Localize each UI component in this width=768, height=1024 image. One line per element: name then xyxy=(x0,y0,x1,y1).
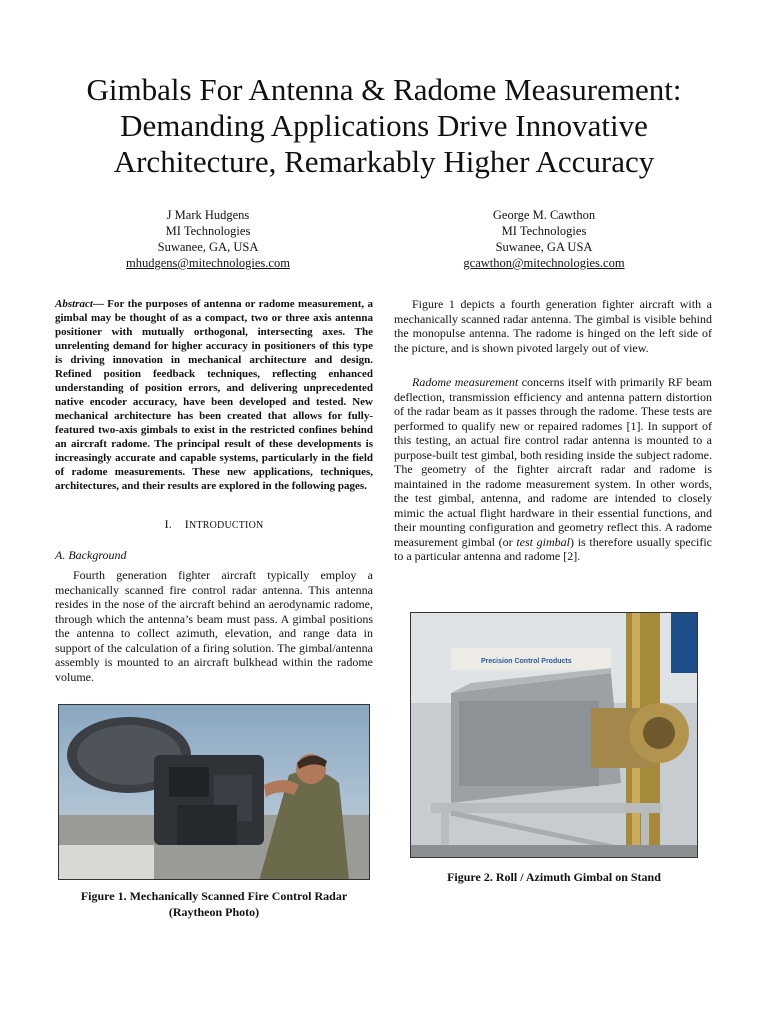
figure-2-caption: Figure 2. Roll / Azimuth Gimbal on Stand xyxy=(447,870,661,884)
italic-term: Radome measurement xyxy=(412,375,519,389)
section-first-letter: I xyxy=(184,517,189,531)
author-block-2 xyxy=(424,207,664,271)
author-org: MI Technologies xyxy=(165,224,251,238)
paragraph-text: concerns itself with primarily RF beam deflection, transmission efficiency and antenna pattern distortion of the radar beam as it passes through the radome. These tests are performed to qualify new or repaired radomes [1]. In support of this testing, an actual fire control radar antenna is mounted to a purpose-built test gimbal, both residing inside the subject radome. The geometry of the fighter aircraft radar and radome is maintained in the radome measurement system. In other words, the test gimbal, antenna, and radome are intended to closely mimic the actual flight hardware in their essential functions, and their mounting configuration and geometry reflect this. A radome measurement gimbal (or xyxy=(394,375,712,549)
right-column xyxy=(394,297,712,564)
figure-1-caption xyxy=(58,888,370,920)
box-label: Precision Control Products xyxy=(481,658,572,665)
author-block-1 xyxy=(88,207,328,271)
author-name: George M. Cawthon xyxy=(492,208,596,222)
caption-line: (Raytheon Photo) xyxy=(168,905,260,919)
paragraph-text: ) is therefore usually specific to a particular antenna and radome [2]. xyxy=(394,534,713,563)
figure-2-photo xyxy=(410,612,698,858)
subsection-heading-background: A. Background xyxy=(55,547,127,562)
abstract-label: Abstract xyxy=(55,298,93,310)
author-location: Suwanee, GA, USA xyxy=(157,240,259,254)
abstract xyxy=(55,297,373,493)
abstract-dash: — xyxy=(92,298,104,310)
section-heading-introduction xyxy=(55,517,373,534)
author-email[interactable]: mhudgens@mitechnologies.com xyxy=(126,256,290,270)
paper-title: Gimbals For Antenna & Radome Measurement: Demanding Applications Drive Innovative Architecture, Remarkably Higher Accuracy xyxy=(86,72,682,179)
gimbal-on-stand-illustration xyxy=(411,613,698,858)
author-location: Suwanee, GA USA xyxy=(495,240,593,254)
section-title-rest: NTRODUCTION xyxy=(189,520,264,531)
left-column xyxy=(55,297,373,684)
section-number: I. xyxy=(164,517,172,531)
paragraph-figure1-description: Figure 1 depicts a fourth generation fighter aircraft with a mechanically scanned radar antenna. The gimbal is visible behind the monopulse antenna. The radome is hinged on the left side of the picture, and is shown pivoted largely out of view. xyxy=(394,297,712,355)
paragraph-radome-measurement xyxy=(394,375,712,564)
author-email[interactable]: gcawthon@mitechnologies.com xyxy=(463,256,625,270)
abstract-text: For the purposes of antenna or radome measurement, a gimbal may be thought of as a compact, two or three axis antenna positioner with mutually orthogonal, intersecting axes. The unrelenting demand for higher accuracy in positioners of this type is driving innovation in mechanical architecture and design. Refined position feedback techniques, reflecting enhanced understanding of position errors, and delivering unprecedented native encoder accuracy, have been developed and tested. New mechanical architecture has been created that allows for fully-featured two-axis gimbals to exist in the restricted confines behind an aircraft radome. The principal result of these developments is increasingly accurate and capable systems, particularly in the field of radome measurements. These new applications, techniques, architectures, and their results are explored in the following pages. xyxy=(55,298,373,492)
author-name: J Mark Hudgens xyxy=(166,208,250,222)
paragraph-background: Fourth generation fighter aircraft typically employ a mechanically scanned fire control radar antenna. This antenna resides in the nose of the aircraft behind an aerodynamic radome, through which the antenna’s beam must pass. A gimbal positions the antenna to collect azimuth, elevation, and range data in support of the calculation of a firing solution. The gimbal/antenna assembly is mounted to an aircraft bulkhead within the radome volume. xyxy=(55,568,373,684)
figure-1-photo xyxy=(58,704,370,880)
caption-line: Figure 1. Mechanically Scanned Fire Control Radar xyxy=(80,889,348,903)
radar-antenna-illustration xyxy=(59,705,370,880)
italic-term: test gimbal xyxy=(516,534,571,549)
author-org: MI Technologies xyxy=(501,224,587,238)
